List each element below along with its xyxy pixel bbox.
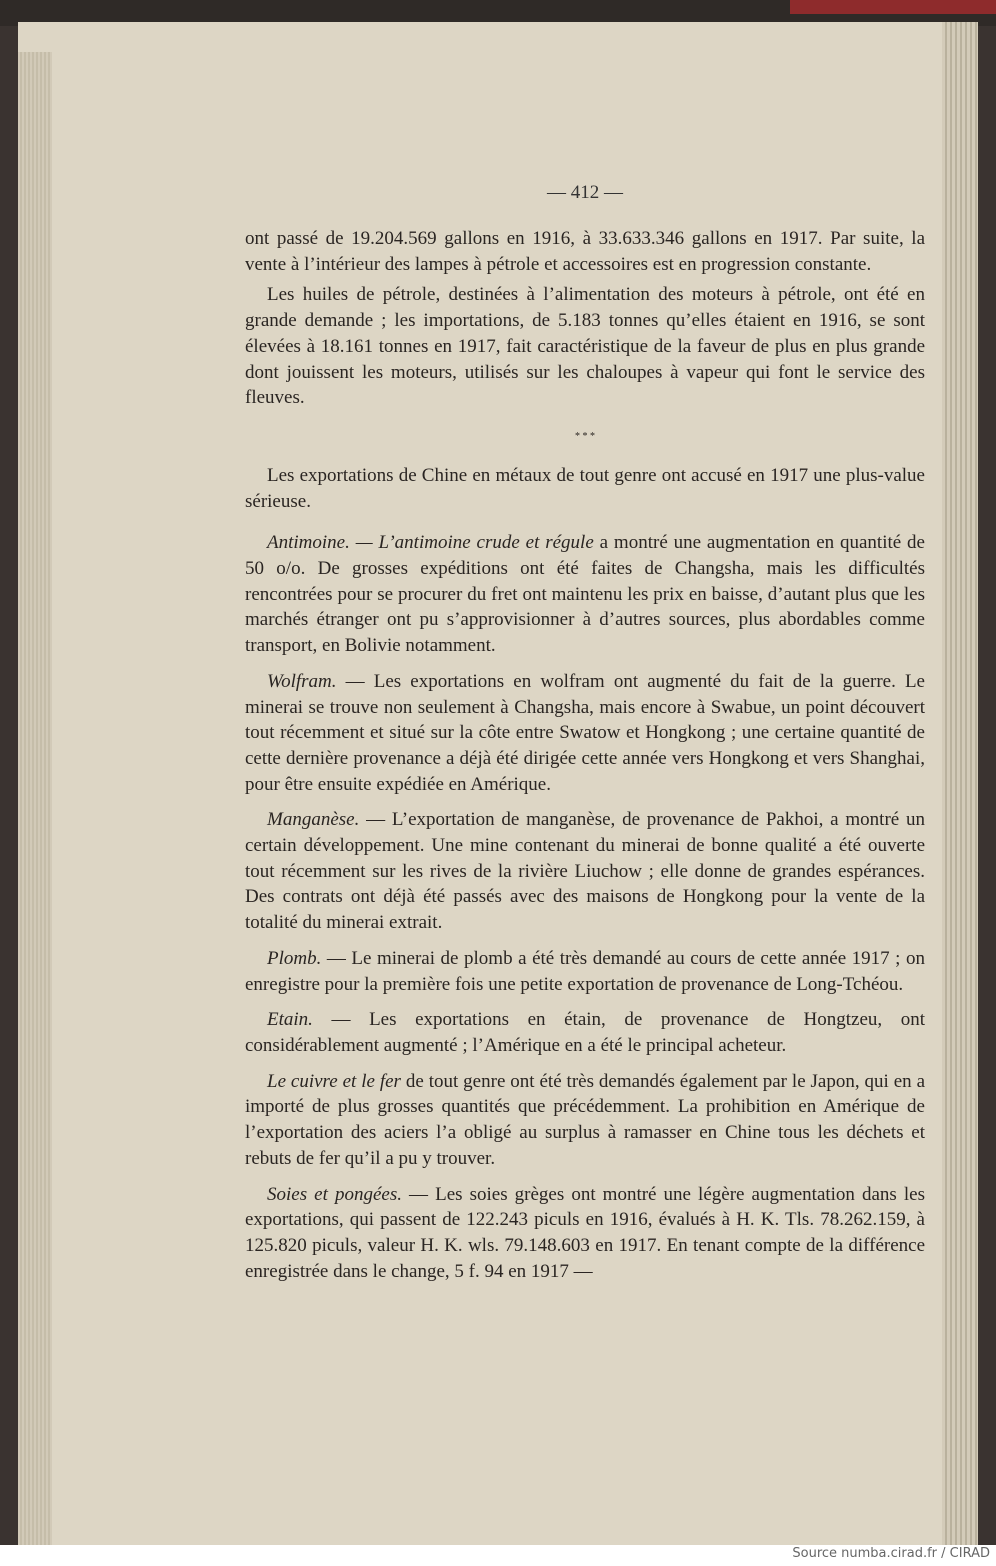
petrol-oils-paragraph: Les huiles de pétrole, destinées à l’alimentation des moteurs à pétrole, ont été en grande demande ; les importations, de 5.183 tonnes qu’elles étaient en 1916, se sont élevées à 18.161 tonnes en 1917, fait caractéristique de la faveur de plus en plus grande dont jouissent les moteurs, utilisés sur les chaloupes à vapeur qui font le service des fleuves. (245, 284, 925, 409)
heading-etain: Etain. (267, 1009, 313, 1031)
red-cover-edge (790, 0, 996, 14)
right-page-stack (942, 22, 978, 1545)
page-text-block (245, 180, 925, 1284)
opening-paragraph: ont passé de 19.204.569 gallons en 1916, à 33.633.346 gallons en 1917. Par suite, la vente à l’intérieur des lampes à pétrole et accessoires est en progression constante. (245, 228, 925, 275)
heading-wolfram: Wolfram. (267, 670, 337, 692)
text-plomb: — Le minerai de plomb a été très demandé au cours de cette année 1917 ; on enregistre pour la première fois une petite exportation de provenance de Long-Tchéou. (245, 947, 925, 995)
heading-antimoine: Antimoine. — L’antimoine crude et régule (267, 532, 594, 554)
text-etain: — Les exportations en étain, de provenance de Hongtzeu, ont considérablement augmenté ; l’Amérique en a été le principal acheteur. (245, 1009, 925, 1056)
paragraph-manganese (245, 807, 925, 936)
heading-soies: Soies et pongées. (267, 1183, 402, 1205)
paragraph-soies (245, 1182, 925, 1285)
page-number: — 412 — (547, 182, 623, 203)
heading-manganese: Manganèse. (267, 809, 360, 831)
heading-plomb: Plomb. (267, 947, 322, 969)
paragraph-plomb (245, 946, 925, 997)
left-page-stack (18, 52, 52, 1545)
text-cuivre-fer: de tout genre ont été très demandés également par le Japon, qui en a importé de plus grosses quantités que précédemment. La prohibition en Amérique de l’exportation des aciers l’a obligé au surplus à ramasser en Chine tous les déchets et rebuts de fer qu’il a pu y trouver. (245, 1070, 926, 1169)
paragraph-antimoine (245, 530, 925, 659)
text-antimoine: a montré une augmentation en quantité de 50 o/o. De grosses expéditions ont été faites de Changsha, mais les difficultés rencontrées pour se procurer du fret ont maintenu les prix en baisse, d’autant plus que les marchés étranger ont pu s’approvisionner à d’autres sources, plus abordables comme transport, en Bolivie notamment. (245, 532, 925, 657)
paragraph-wolfram (245, 669, 925, 798)
heading-cuivre-fer: Le cuivre et le fer (267, 1070, 401, 1092)
text-soies: — Les soies grèges ont montré une légère augmentation dans les exportations, qui passent de 122.243 piculs en 1916, évalués à H. K. Tls. 78.262.159, à 125.820 piculs, valeur H. K. wls. 79.148.603 en 1917. En tenant compte de la différence enregistrée dans le change, 5 f. 94 en 1917 — (245, 1183, 925, 1282)
paragraph-cuivre-fer (245, 1069, 925, 1172)
metals-intro-paragraph: Les exportations de Chine en métaux de tout genre ont accusé en 1917 une plus-value sérieuse. (245, 464, 925, 512)
source-credit: Source numba.cirad.fr / CIRAD (792, 1546, 990, 1561)
text-manganese: — L’exportation de manganèse, de provenance de Pakhoi, a montré un certain développement. Une mine contenant du minerai de bonne qualité a été ouverte tout récemment sur les rives de la rivière Liuchow ; elle donne de grandes espérances. Des contrats ont déjà été passés avec des maisons de Hongkong pour la vente de la totalité du minerai extrait. (245, 809, 925, 934)
paragraph-etain (245, 1007, 925, 1058)
text-wolfram: — Les exportations en wolfram ont augmenté du fait de la guerre. Le minerai se trouve non seulement à Changsha, mais encore à Swabue, un point découvert tout récemment et situé sur la côte entre Swatow et Hongkong ; une certaine quantité de cette dernière provenance a déjà été dirigée cette année vers Hongkong et vers Shanghai, pour être ensuite expédiée en Amérique. (245, 670, 925, 795)
section-separator: * * * (575, 430, 595, 442)
